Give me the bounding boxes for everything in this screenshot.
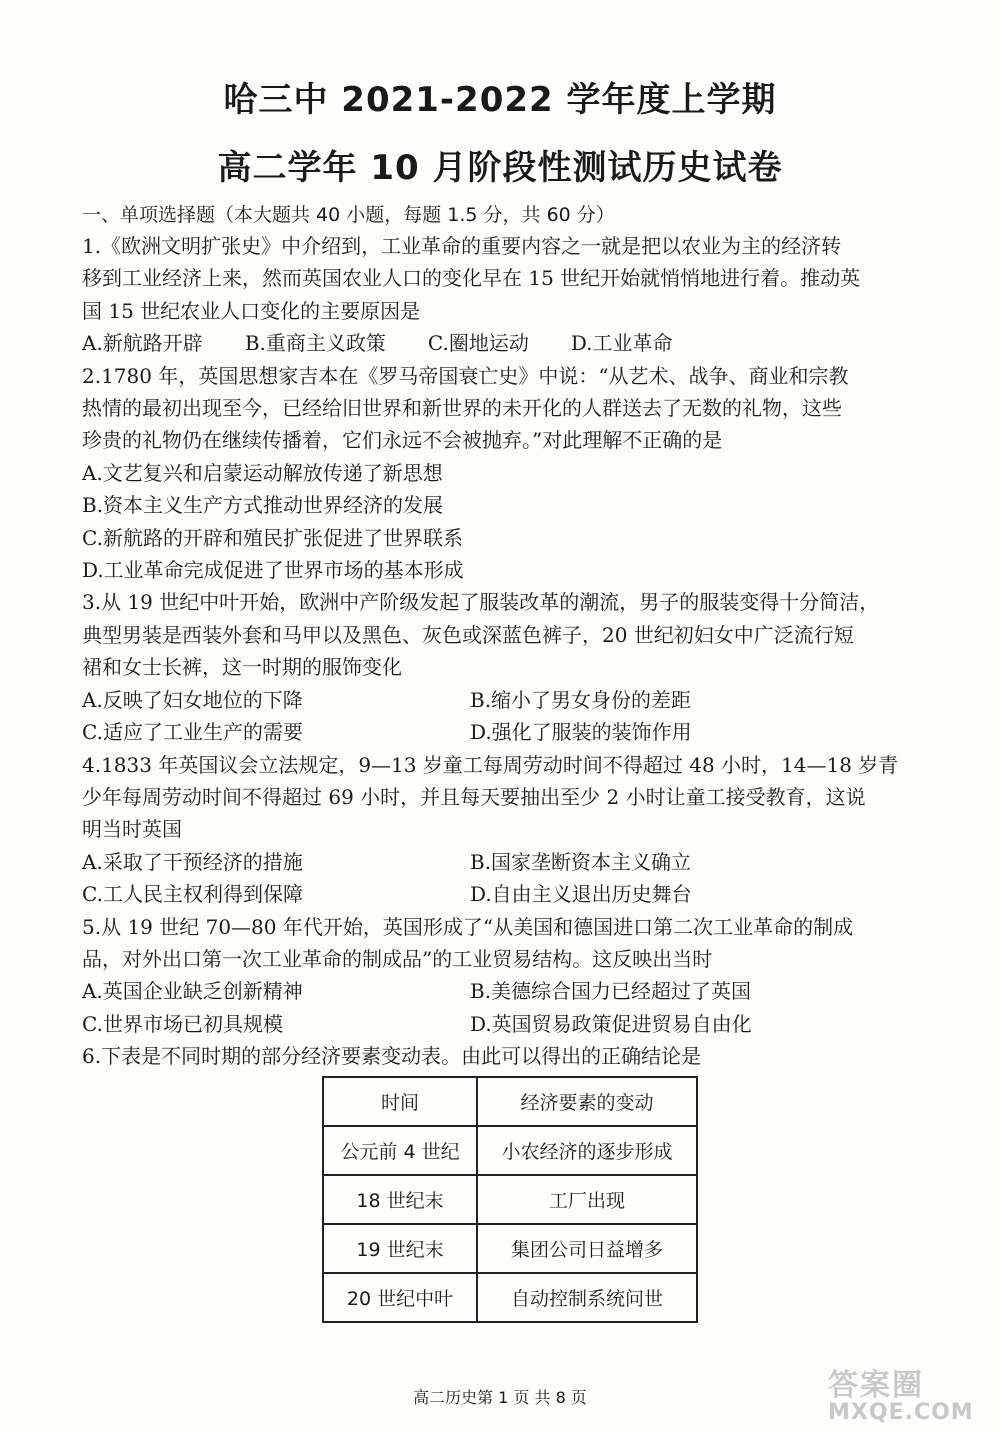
option-c: C.圈地运动 (427, 331, 529, 356)
watermark-text: 答案圈 (828, 1368, 924, 1403)
question-4-line-3: 明当时英国 (82, 817, 182, 842)
question-2-line-2: 热情的最初出现至今，已经给旧世界和新世界的未开化的人群送去了无数的礼物，这些 (82, 396, 842, 421)
question-3-options-row-2 (82, 716, 940, 748)
option-a: A.反映了妇女地位的下降 (82, 687, 303, 712)
question-1-options (82, 327, 940, 359)
option-b: B.国家垄断资本主义确立 (470, 849, 692, 874)
option-a: A.英国企业缺乏创新精神 (82, 979, 303, 1004)
question-3-options-row-1 (82, 684, 940, 716)
table-cell: 19 世纪末 (323, 1224, 477, 1273)
question-1-line-1: 1.《欧洲文明扩张史》中介绍到，工业革命的重要内容之一就是把以农业为主的经济转 (82, 234, 842, 258)
option-a: A.采取了干预经济的措施 (82, 849, 303, 874)
table-header-cell: 时间 (323, 1077, 477, 1126)
table-cell: 自动控制系统问世 (477, 1273, 697, 1322)
question-3-line-1: 3.从 19 世纪中叶开始，欧洲中产阶级发起了服装改革的潮流，男子的服装变得十分简洁， (82, 590, 880, 615)
question-4-line-1: 4.1833 年英国议会立法规定，9—13 岁童工每周劳动时间不得超过 48 小时，14—18 岁青 (82, 752, 899, 777)
option-a: A.新航路开辟 (82, 331, 203, 356)
table-header-cell: 经济要素的变动 (477, 1077, 697, 1126)
question-5-options-row-2 (82, 1008, 940, 1040)
option-c: C.新航路的开辟和殖民扩张促进了世界联系 (82, 525, 463, 550)
option-a: A.文艺复兴和启蒙运动解放传递了新思想 (82, 460, 443, 485)
exam-title-line2: 高二学年 10 月阶段性测试历史试卷 (217, 148, 783, 188)
question-4-line-2: 少年每周劳动时间不得超过 69 小时，并且每天要抽出至少 2 小时让童工接受教育，这说 (82, 784, 866, 809)
option-c: C.工人民主权利得到保障 (82, 882, 303, 907)
option-c: C.世界市场已初具规模 (82, 1011, 283, 1036)
watermark-url: MXQE.COM (828, 1400, 974, 1425)
question-2-line-3: 珍贵的礼物仍在继续传播着，它们永远不会被抛弃。”对此理解不正确的是 (82, 428, 723, 453)
option-d: D.自由主义退出历史舞台 (470, 882, 692, 907)
question-4-options-row-2 (82, 878, 940, 910)
watermark-logo (828, 1360, 978, 1425)
question-5-options-row-1 (82, 975, 940, 1007)
option-d: D.英国贸易政策促进贸易自由化 (470, 1011, 752, 1036)
table-row (323, 1224, 697, 1273)
option-d: D.工业革命完成促进了世界市场的基本形成 (82, 558, 464, 583)
option-b: B.缩小了男女身份的差距 (470, 687, 692, 712)
table-row (323, 1175, 697, 1224)
table-cell: 工厂出现 (477, 1175, 697, 1224)
questions-body (82, 230, 940, 1073)
table-cell: 20 世纪中叶 (323, 1273, 477, 1322)
option-d: D.强化了服装的装饰作用 (470, 720, 692, 745)
question-2-line-1: 2.1780 年，英国思想家吉本在《罗马帝国衰亡史》中说：“从艺术、战争、商业和宗教 (82, 363, 849, 388)
option-b: B.美德综合国力已经超过了英国 (470, 979, 752, 1004)
economic-factors-table (322, 1076, 698, 1323)
question-4-options-row-1 (82, 846, 940, 878)
option-b: B.重商主义政策 (244, 331, 386, 356)
question-5-line-2: 品，对外出口第一次工业革命的制成品”的工业贸易结构。这反映出当时 (82, 946, 713, 971)
question-6-line-1: 6.下表是不同时期的部分经济要素变动表。由此可以得出的正确结论是 (82, 1044, 702, 1069)
section-heading: 一、单项选择题（本大题共 40 小题，每题 1.5 分，共 60 分） (82, 204, 615, 226)
question-5-line-1: 5.从 19 世纪 70—80 年代开始，英国形成了“从美国和德国进口第二次工业革命的制成 (82, 914, 854, 939)
table-row (323, 1126, 697, 1175)
table-cell: 集团公司日益增多 (477, 1224, 697, 1273)
question-3-line-2: 典型男装是西装外套和马甲以及黑色、灰色或深蓝色裤子，20 世纪初妇女中广泛流行短 (82, 622, 854, 647)
option-d: D.工业革命 (570, 331, 673, 356)
table-cell: 18 世纪末 (323, 1175, 477, 1224)
table-header-row (323, 1077, 697, 1126)
option-c: C.适应了工业生产的需要 (82, 720, 303, 745)
exam-title-line1: 哈三中 2021-2022 学年度上学期 (223, 80, 777, 120)
table-row (323, 1273, 697, 1322)
page-footer: 高二历史第 1 页 共 8 页 (413, 1388, 587, 1407)
question-1-line-2: 移到工业经济上来，然而英国农业人口的变化早在 15 世纪开始就悄悄地进行着。推动英 (82, 266, 861, 291)
question-1-line-3: 国 15 世纪农业人口变化的主要原因是 (82, 298, 421, 323)
question-3-line-3: 裙和女士长裤，这一时期的服饰变化 (82, 655, 402, 680)
option-b: B.资本主义生产方式推动世界经济的发展 (82, 493, 444, 518)
table-cell: 小农经济的逐步形成 (477, 1126, 697, 1175)
table-cell: 公元前 4 世纪 (323, 1126, 477, 1175)
